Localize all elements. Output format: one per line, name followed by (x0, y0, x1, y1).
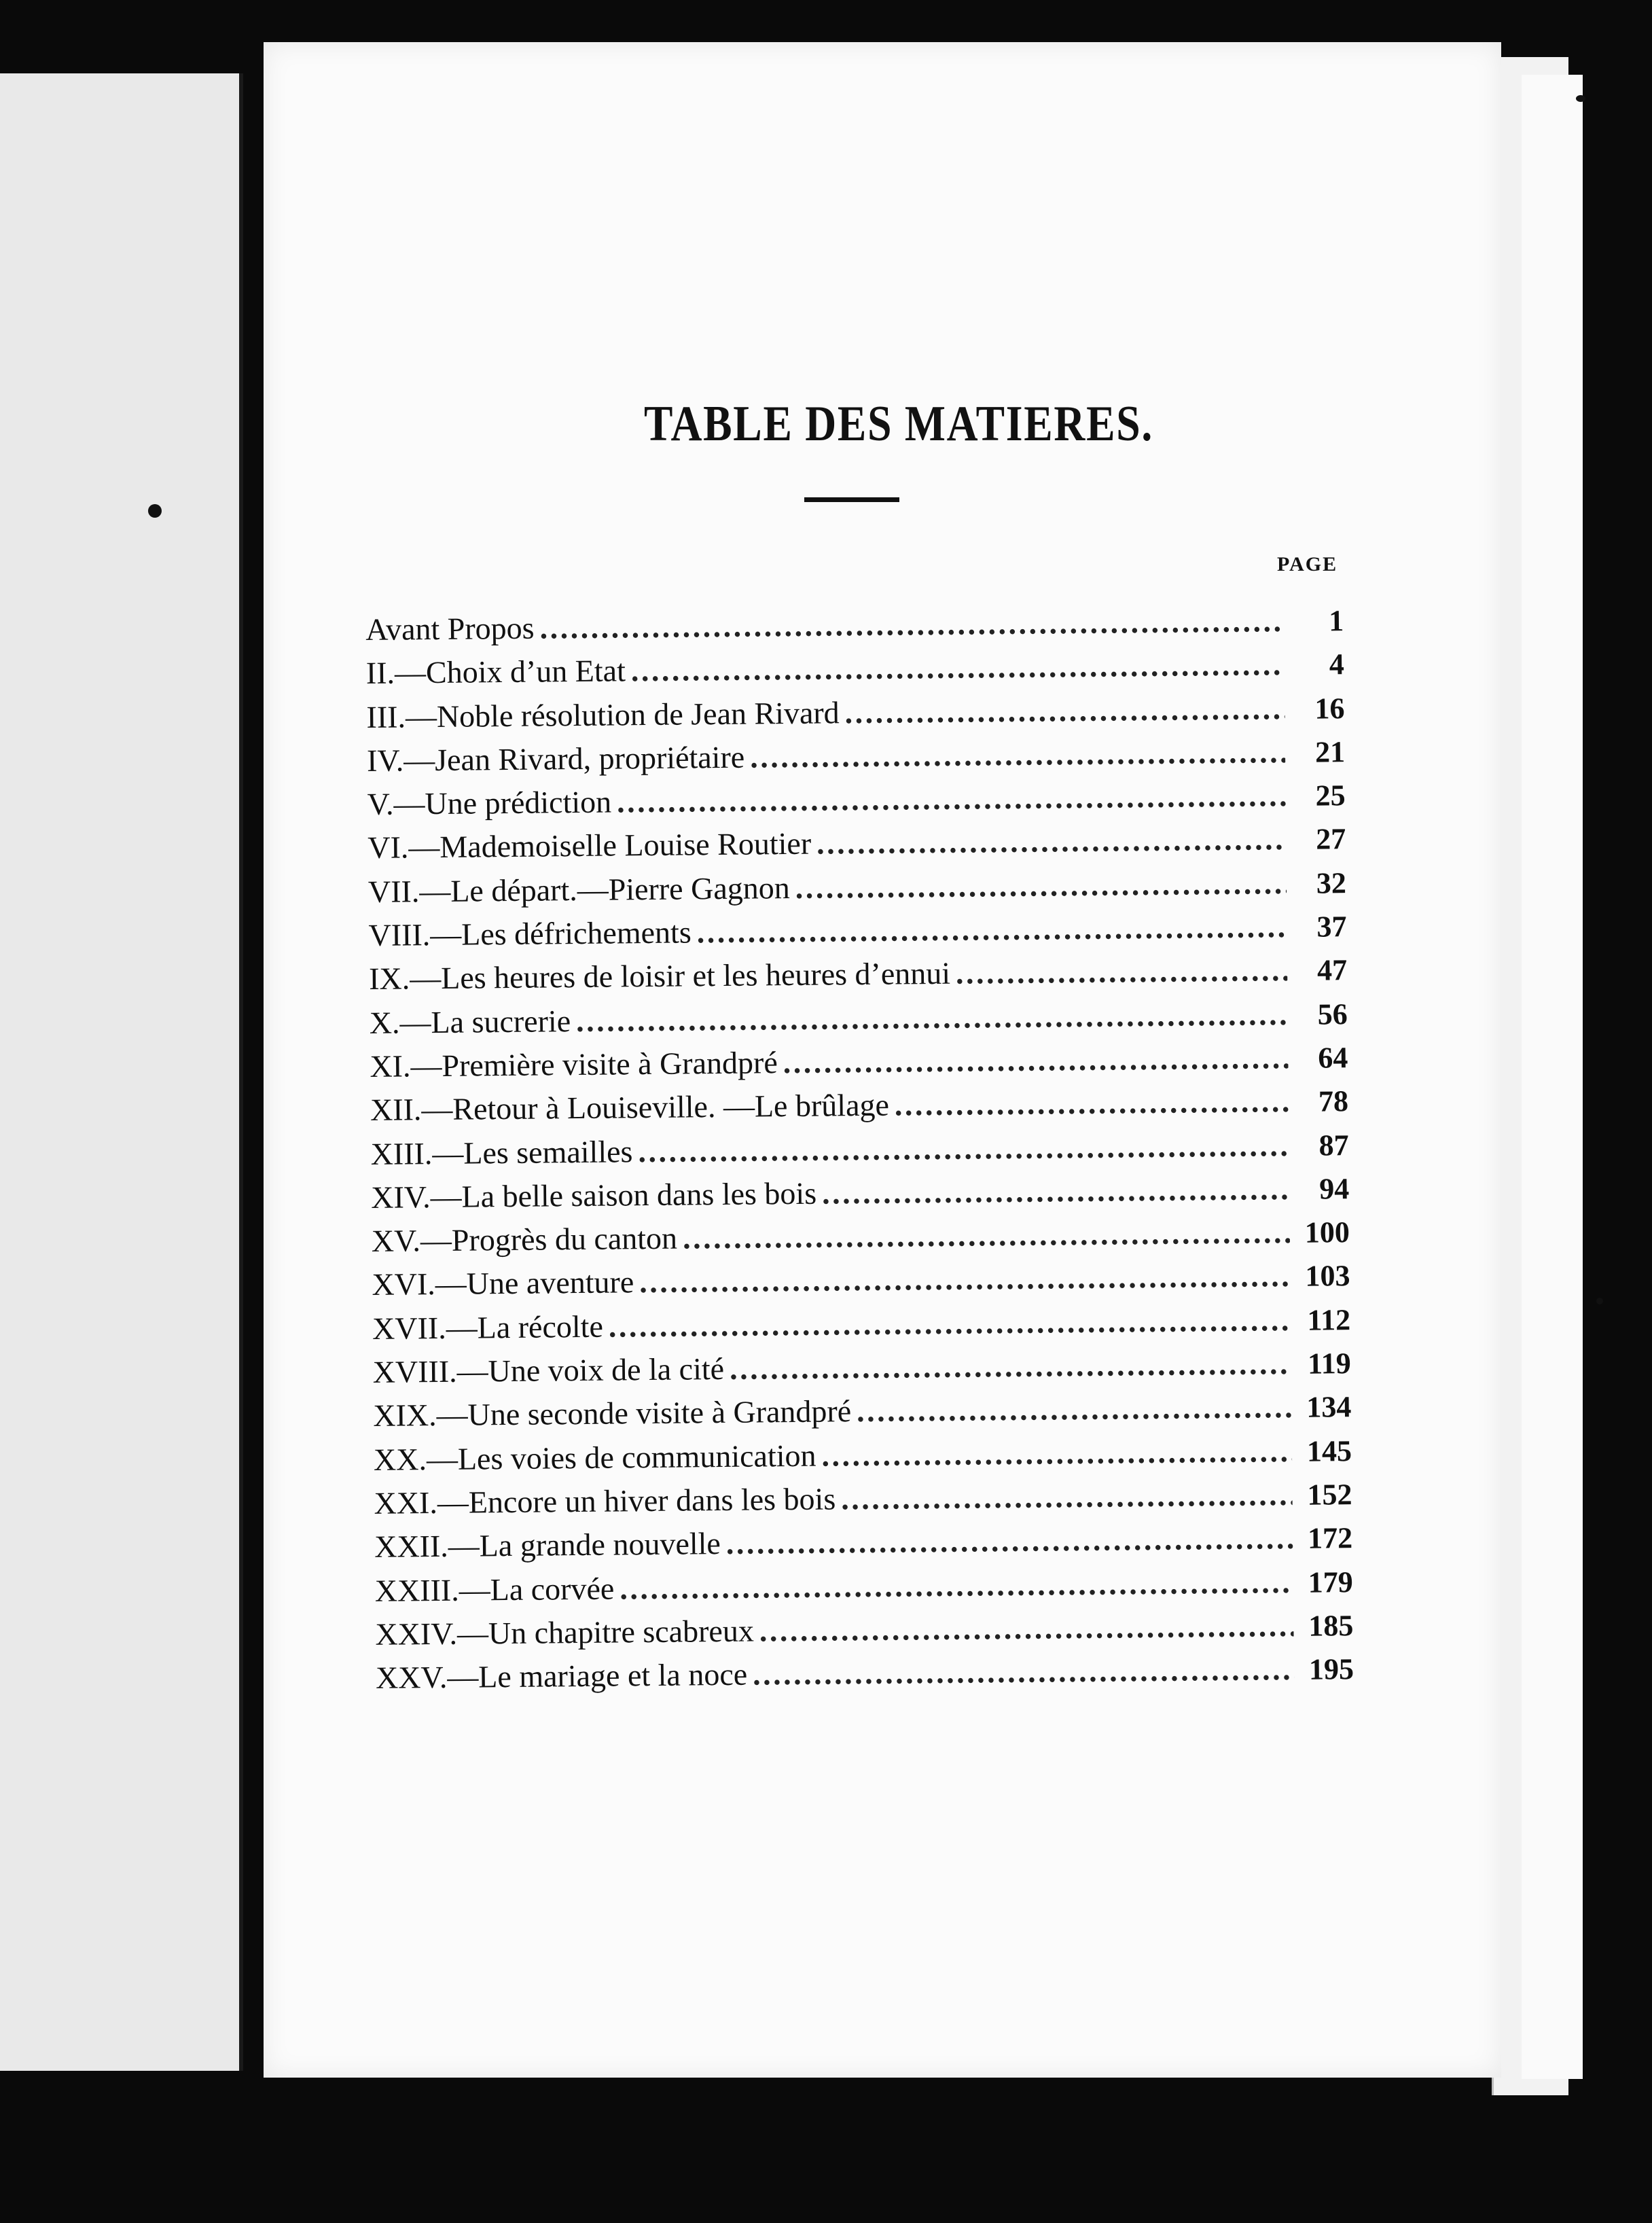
dot-leader (857, 1389, 1292, 1429)
dot-leader (783, 1039, 1288, 1080)
ink-speck (1596, 1298, 1603, 1304)
dot-leader (956, 952, 1288, 991)
toc-list (365, 602, 1354, 1703)
toc-entry-title: III.—Noble résolution de Jean Rivard (366, 694, 840, 734)
dot-leader (822, 1171, 1290, 1211)
toc-entry-title: IX.—Les heures de loisir et les heures d’ennui (368, 956, 951, 997)
toc-entry-title: VIII.—Les défrichements (368, 914, 692, 953)
toc-entry-title: XXV.—Le mariage et la noce (375, 1656, 748, 1696)
toc-entry-title: X.—La sucrerie (369, 1003, 571, 1040)
dot-leader (726, 1520, 1293, 1561)
toc-entry-page-number: 172 (1307, 1521, 1353, 1555)
toc-entry-title: XXII.—La grande nouvelle (374, 1526, 721, 1565)
dot-leader (816, 821, 1287, 861)
toc-entry-title: XI.—Première visite à Grandpré (370, 1045, 778, 1084)
toc-entry-title: XIII.—Les semailles (370, 1133, 633, 1171)
toc-entry-page-number: 134 (1306, 1390, 1352, 1425)
dot-leader (730, 1345, 1291, 1387)
toc-entry-page-number: 185 (1308, 1608, 1354, 1643)
toc-entry-page-number: 195 (1308, 1652, 1354, 1686)
toc-entry-title: XIX.—Une seconde visite à Grandpré (373, 1393, 852, 1434)
toc-entry-title: XX.—Les voies de communication (373, 1438, 816, 1477)
toc-entry-title: V.—Une prédiction (367, 784, 612, 822)
toc-entry-page-number: 179 (1308, 1565, 1354, 1599)
dot-leader (539, 603, 1284, 646)
dot-leader (609, 1302, 1291, 1345)
toc-entry-title: IV.—Jean Rivard, propriétaire (366, 739, 745, 778)
dot-leader (617, 777, 1286, 819)
toc-entry-title: XXIV.—Un chapitre scabreux (375, 1613, 755, 1652)
toc-entry-page-number: 4 (1329, 647, 1345, 681)
toc-entry-page-number: 21 (1314, 735, 1346, 769)
dot-leader (696, 908, 1287, 950)
dot-leader (631, 646, 1285, 688)
toc-entry-page-number: 119 (1307, 1347, 1351, 1381)
toc-entry-title: XIV.—La belle saison dans les bois (371, 1175, 817, 1215)
ink-speck (148, 504, 162, 518)
toc-entry-title: Avant Propos (365, 610, 535, 647)
toc-entry-page-number: 27 (1316, 822, 1346, 857)
toc-entry-page-number: 56 (1317, 997, 1348, 1031)
dot-leader (821, 1433, 1292, 1474)
dot-leader (841, 1476, 1293, 1516)
toc-entry-page-number: 78 (1318, 1084, 1349, 1118)
toc-entry-page-number: 47 (1316, 953, 1348, 987)
toc-entry-title: XVII.—La récolte (372, 1309, 604, 1346)
toc-entry-page-number: 145 (1306, 1434, 1352, 1468)
dot-leader (795, 865, 1287, 906)
toc-entry-title: II.—Choix d’un Etat (365, 653, 626, 691)
toc-entry-title: XXIII.—La corvée (374, 1571, 615, 1608)
toc-entry-title: XV.—Progrès du canton (371, 1220, 678, 1259)
toc-entry-page-number: 94 (1318, 1171, 1350, 1206)
toc-entry-page-number: 32 (1316, 866, 1347, 900)
toc-entry-title: XII.—Retour à Louiseville. —Le brûlage (370, 1087, 890, 1128)
toc-entry-page-number: 103 (1305, 1259, 1350, 1294)
dot-leader (639, 1258, 1291, 1300)
toc-entry-page-number: 37 (1316, 910, 1347, 944)
dot-leader (750, 734, 1285, 775)
ink-speck (1576, 95, 1585, 102)
toc-entry-page-number: 152 (1307, 1478, 1352, 1512)
dot-leader (683, 1214, 1290, 1256)
toc-entry-page-number: 16 (1314, 691, 1345, 726)
toc-entry-page-number: 1 (1328, 604, 1344, 638)
toc-page (264, 42, 1501, 2078)
toc-entry-title: XXI.—Encore un hiver dans les bois (374, 1481, 836, 1520)
dot-leader (844, 690, 1285, 730)
toc-entry-page-number: 64 (1318, 1041, 1348, 1075)
toc-entry-title: VII.—Le départ.—Pierre Gagnon (367, 870, 790, 909)
toc-entry-title: XVIII.—Une voix de la cité (372, 1351, 725, 1389)
left-page-fragment (0, 73, 243, 2071)
toc-entry-title: XVI.—Une aventure (372, 1264, 634, 1302)
toc-entry-page-number: 25 (1315, 779, 1346, 813)
title-rule (804, 497, 899, 502)
dot-leader (576, 996, 1288, 1039)
dot-leader (620, 1563, 1293, 1606)
toc-entry-page-number: 112 (1307, 1302, 1351, 1337)
dot-leader (638, 1127, 1289, 1169)
page-column-header: PAGE (1277, 553, 1338, 575)
dot-leader (759, 1607, 1294, 1649)
dot-leader (895, 1083, 1289, 1123)
toc-entry (376, 1650, 1354, 1703)
page-edge-inner (1522, 75, 1583, 2079)
page-title: TABLE DES MATIERES. (643, 396, 1154, 452)
toc-entry-page-number: 100 (1304, 1215, 1350, 1249)
toc-entry-title: VI.—Mademoiselle Louise Routier (367, 826, 812, 866)
toc-entry-page-number: 87 (1318, 1128, 1349, 1162)
dot-leader (753, 1651, 1294, 1692)
